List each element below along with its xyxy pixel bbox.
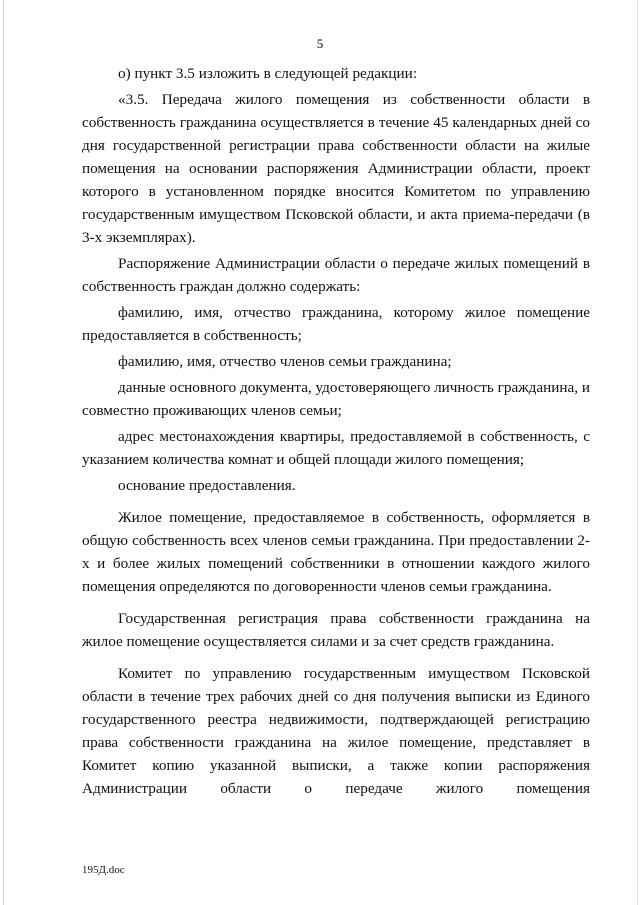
page-number: 5 <box>316 36 324 51</box>
paragraph-3-5: «3.5. Передача жилого помещения из собственности области в собственность гражданина осуществляется в течение 45 календарных дней со дня государственной регистрации права собственности области на жилые помещения на основании распоряжения Администрации области, проект которого в установленном порядке вносится Комитетом по управлению государственным имуществом Псковской области, и акта приема-передачи (в 3-х экземплярах). <box>82 91 590 246</box>
paragraph-committee-duties: Комитет по управлению государственным имуществом Псковской области в течение трех рабочих дней со дня получения выписки из Единого государственного реестра недвижимости, подтверждающей регистрацию права собственности гражданина на жилое помещение, представляет в Комитет копию указанной выписки, а также копии распоряжения Администрации области о передаче жилого помещения <box>82 665 590 797</box>
scan-edge-right <box>637 0 638 905</box>
paragraph-grounds: основание предоставления. <box>118 477 296 494</box>
paragraph-order-contents: Распоряжение Администрации области о передаче жилых помещений в собственность граждан должно содержать: <box>82 255 590 295</box>
paragraph-item-o: о) пункт 3.5 изложить в следующей редакции: <box>118 65 418 82</box>
paragraph-state-registration: Государственная регистрация права собственности гражданина на жилое помещение осуществляется силами и за счет средств гражданина. <box>82 610 590 650</box>
paragraph-identity-document: данные основного документа, удостоверяющего личность гражданина, и совместно проживающих членов семьи; <box>82 379 590 419</box>
document-body <box>82 62 590 800</box>
paragraph-citizen-name: фамилию, имя, отчество гражданина, которому жилое помещение предоставляется в собственность; <box>82 304 590 344</box>
paragraph-family-names: фамилию, имя, отчество членов семьи гражданина; <box>118 353 452 370</box>
scan-edge-left <box>3 0 4 905</box>
paragraph-common-ownership: Жилое помещение, предоставляемое в собственность, оформляется в общую собственность всех членов семьи гражданина. При предоставлении 2-х и более жилых помещений собственники в отношении каждого жилого помещения определяются по договоренности членов семьи гражданина. <box>82 509 590 595</box>
paragraph-apartment-address: адрес местонахождения квартиры, предоставляемой в собственность, с указанием количества комнат и общей площади жилого помещения; <box>82 428 590 468</box>
file-name-footer: 195Д.doc <box>82 864 125 876</box>
